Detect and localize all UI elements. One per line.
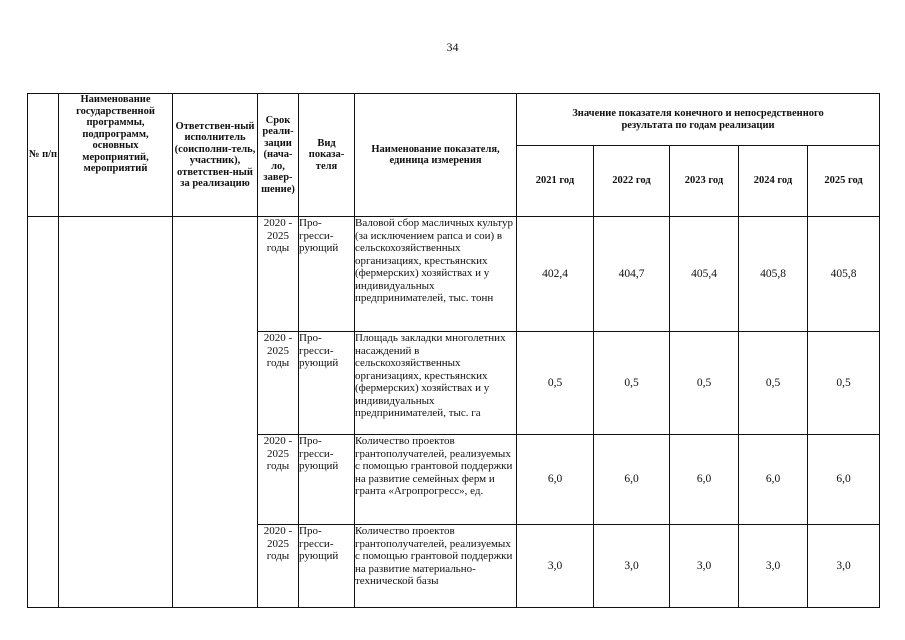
cell-value-2024: 405,8 bbox=[739, 217, 808, 332]
cell-period: 2020 - 2025 годы bbox=[258, 332, 299, 435]
header-year-2023: 2023 год bbox=[670, 146, 739, 217]
cell-indicator: Валовой сбор масличных культур (за исключением рапса и сои) в сельскохозяйственных организациях, крестьянских (фермерских) хозяйствах и у индивидуальных предпринимателей, тыс. тонн bbox=[355, 217, 517, 332]
cell-period: 2020 - 2025 годы bbox=[258, 435, 299, 525]
cell-kind: Про-гресси-рующий bbox=[299, 332, 355, 435]
indicator-table bbox=[27, 93, 880, 608]
cell-value-2022: 0,5 bbox=[594, 332, 670, 435]
cell-value-2025: 0,5 bbox=[808, 332, 880, 435]
cell-value-2022: 3,0 bbox=[594, 525, 670, 608]
cell-value-2024: 3,0 bbox=[739, 525, 808, 608]
header-program: Наименование государственной программы, подпрограмм, основных мероприятий, мероприятий bbox=[59, 94, 173, 217]
cell-value-2023: 0,5 bbox=[670, 332, 739, 435]
cell-kind: Про-гресси-рующий bbox=[299, 525, 355, 608]
cell-value-2025: 6,0 bbox=[808, 435, 880, 525]
cell-kind: Про-гресси-рующий bbox=[299, 435, 355, 525]
cell-value-2021: 6,0 bbox=[517, 435, 594, 525]
cell-period: 2020 - 2025 годы bbox=[258, 525, 299, 608]
cell-value-2025: 405,8 bbox=[808, 217, 880, 332]
cell-value-2023: 405,4 bbox=[670, 217, 739, 332]
cell-value-2021: 402,4 bbox=[517, 217, 594, 332]
cell-responsible bbox=[173, 217, 258, 608]
cell-indicator: Количество проектов грантополучателей, реализуемых с помощью грантовой поддержки на развитие семейных ферм и гранта «Агропрогресс», ед. bbox=[355, 435, 517, 525]
header-period: Срок реали-зации (нача-ло, завер-шение) bbox=[258, 94, 299, 217]
header-year-2024: 2024 год bbox=[739, 146, 808, 217]
header-num: № п/п bbox=[28, 94, 59, 217]
cell-value-2024: 0,5 bbox=[739, 332, 808, 435]
cell-value-2023: 3,0 bbox=[670, 525, 739, 608]
cell-program bbox=[59, 217, 173, 608]
cell-value-2021: 0,5 bbox=[517, 332, 594, 435]
header-indicator: Наименование показателя, единица измерения bbox=[355, 94, 517, 217]
header-year-2025: 2025 год bbox=[808, 146, 880, 217]
cell-indicator: Площадь закладки многолетних насаждений в сельскохозяйственных организациях, крестьянских (фермерских) хозяйствах и у индивидуальных предпринимателей, тыс. га bbox=[355, 332, 517, 435]
table-row bbox=[28, 217, 880, 332]
cell-value-2025: 3,0 bbox=[808, 525, 880, 608]
header-kind: Вид показа-теля bbox=[299, 94, 355, 217]
header-responsible: Ответствен-ный исполнитель (соисполни-тель, участник), ответствен-ный за реализацию bbox=[173, 94, 258, 217]
cell-value-2022: 404,7 bbox=[594, 217, 670, 332]
cell-num bbox=[28, 217, 59, 608]
cell-value-2022: 6,0 bbox=[594, 435, 670, 525]
header-values-group: Значение показателя конечного и непосредственного результата по годам реализации bbox=[517, 94, 880, 146]
cell-indicator: Количество проектов грантополучателей, реализуемых с помощью грантовой поддержки на развитие материально-технической базы bbox=[355, 525, 517, 608]
cell-value-2024: 6,0 bbox=[739, 435, 808, 525]
header-year-2022: 2022 год bbox=[594, 146, 670, 217]
cell-period: 2020 - 2025 годы bbox=[258, 217, 299, 332]
page-number: 34 bbox=[446, 40, 459, 54]
cell-value-2023: 6,0 bbox=[670, 435, 739, 525]
cell-value-2021: 3,0 bbox=[517, 525, 594, 608]
cell-kind: Про-гресси-рующий bbox=[299, 217, 355, 332]
header-year-2021: 2021 год bbox=[517, 146, 594, 217]
